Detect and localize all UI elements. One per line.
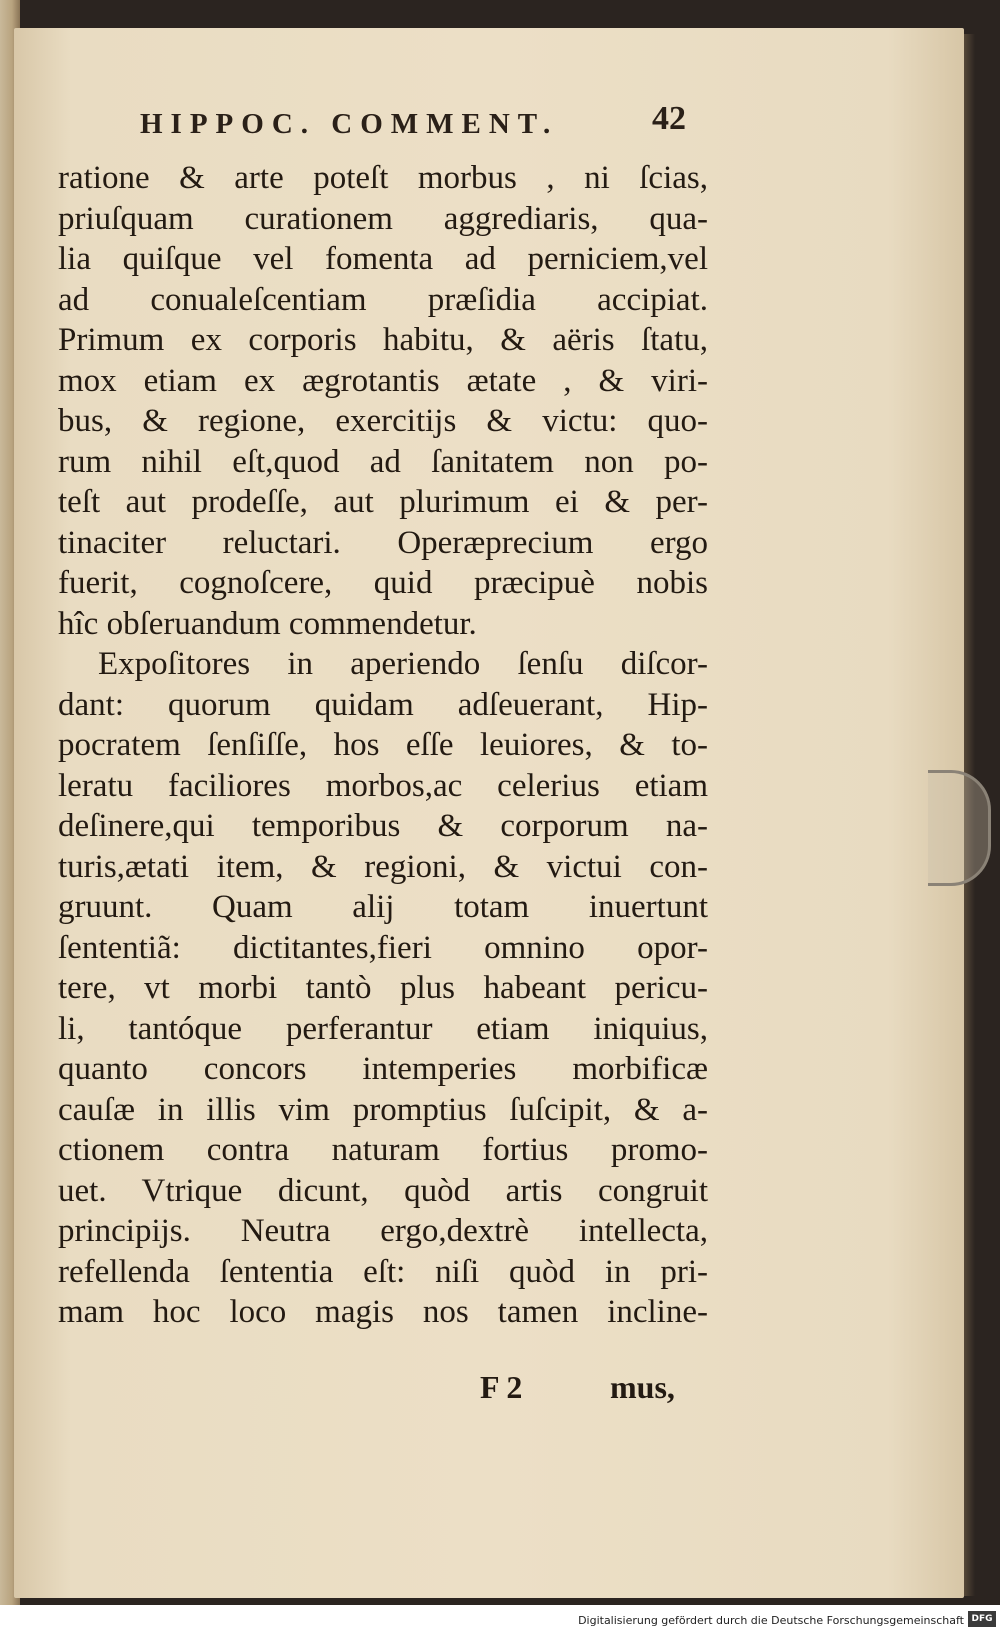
text-line: Expoſitores in aperiendo ſenſu diſcor-	[98, 646, 708, 682]
text-line: ad conualeſcentiam præſidia accipiat.	[58, 281, 708, 318]
text-line: refellenda ſententia eſt: niſi quòd in pri-	[58, 1253, 708, 1290]
text-line: principijs. Neutra ergo,dextrè intellecta,	[58, 1213, 708, 1249]
text-line: teſt aut prodeſſe, aut plurimum ei & per-	[58, 484, 708, 520]
text-line: turis,ætati item, & regioni, & victui con-	[58, 848, 708, 885]
running-head: HIPPOC. COMMENT.	[140, 108, 559, 140]
text-line: gruunt. Quam alij totam inuertunt	[58, 889, 708, 925]
text-line: leratu faciliores morbos,ac celerius etiam	[58, 767, 708, 804]
text-line: pocratem ſenſiſſe, hos eſſe leuiores, & to-	[58, 727, 708, 763]
text-line: rum nihil eſt,quod ad ſanitatem non po-	[58, 443, 708, 480]
text-line: tinaciter reluctari. Operæprecium ergo	[58, 524, 708, 561]
page-clip	[928, 770, 991, 886]
dfg-logo: DFG	[968, 1611, 996, 1627]
page-footer	[480, 1369, 700, 1409]
text-line: hîc obſeruandum commendetur.	[58, 605, 477, 642]
catchword: mus,	[610, 1369, 675, 1405]
text-line: dant: quorum quidam adſeuerant, Hip-	[58, 686, 708, 723]
text-line: tere, vt morbi tantò plus habeant pericu-	[58, 970, 708, 1006]
page-number: 42	[652, 100, 686, 137]
signature-mark: F 2	[480, 1369, 523, 1405]
text-line: cauſæ in illis vim promptius ſuſcipit, & a-	[58, 1091, 708, 1128]
text-line: mox etiam ex ægrotantis ætate , & viri-	[58, 362, 708, 399]
text-line: priuſquam curationem aggrediaris, qua-	[58, 200, 708, 237]
text-line: lia quiſque vel fomenta ad perniciem,vel	[58, 241, 708, 277]
body-text	[58, 158, 708, 1333]
digitization-credit: Digitalisierung gefördert durch die Deutsche Forschungsgemeinschaft	[578, 1614, 964, 1627]
text-line: bus, & regione, exercitijs & victu: quo-	[58, 403, 708, 439]
text-line: ratione & arte poteſt morbus , ni ſcias,	[58, 160, 708, 196]
text-line: ctionem contra naturam fortius promo-	[58, 1132, 708, 1168]
text-line: Primum ex corporis habitu, & aëris ſtatu,	[58, 322, 708, 358]
text-line: mam hoc loco magis nos tamen incline-	[58, 1294, 708, 1330]
text-line: uet. Vtrique dicunt, quòd artis congruit	[58, 1172, 708, 1209]
text-line: fuerit, cognoſcere, quid præcipuè nobis	[58, 565, 708, 601]
text-line: li, tantóque perferantur etiam iniquius,	[58, 1010, 708, 1047]
text-line: ſententiã: dictitantes,fieri omnino opor-	[58, 929, 708, 966]
text-line: deſinere,qui temporibus & corporum na-	[58, 808, 708, 844]
text-line: quanto concors intemperies morbificæ	[58, 1051, 708, 1087]
